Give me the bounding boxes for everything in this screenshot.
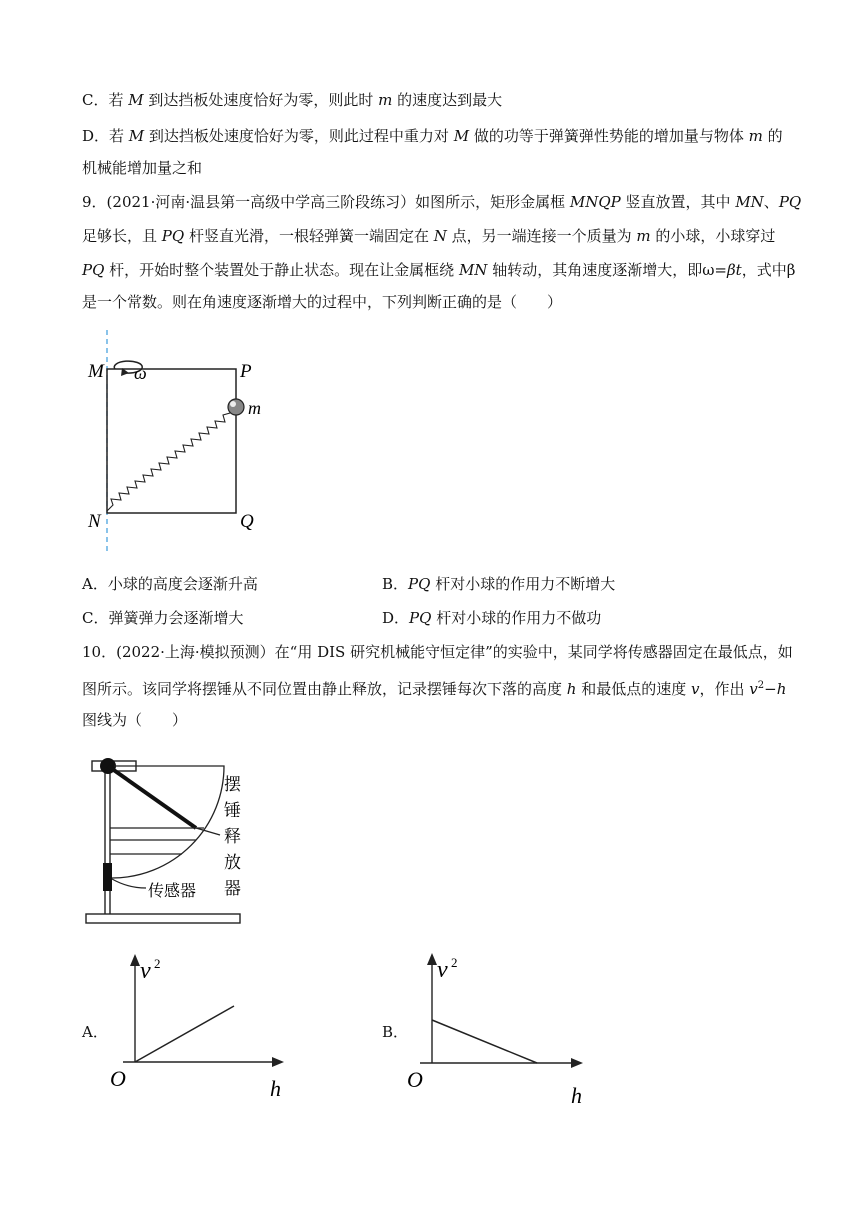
q8-option-c: C．若 M 到达挡板处速度恰好为零，则此时 m 的速度达到最大 [82, 91, 503, 109]
q9-frame-figure [80, 325, 280, 560]
sensor [103, 863, 112, 891]
graph-a-label: A． [82, 1023, 108, 1041]
graph-b-label: B． [382, 1023, 409, 1041]
release-label-2: 锤 [224, 801, 241, 820]
metal-frame [107, 369, 236, 513]
graph-a-xlabel: h [270, 1076, 281, 1101]
graph-b [405, 945, 595, 1110]
label-m: m [248, 398, 261, 418]
sensor-label: 传感器 [148, 883, 197, 900]
base [86, 914, 240, 923]
q9-stem-line-1: 9．(2021·河南·温县第一高级中学高三阶段练习）如图所示，矩形金属框 MNQP 竖直放置，其中 MN、PQ [82, 193, 802, 211]
omega-label: ω [134, 363, 147, 383]
release-label-4: 放 [224, 853, 241, 872]
graph-b-origin: O [407, 1067, 423, 1092]
pendulum-rod [108, 766, 196, 828]
graph-a-origin: O [110, 1066, 126, 1091]
q10-stem-line-1: 10．(2022·上海·模拟预测）在“用 DIS 研究机械能守恒定律”的实验中，某同学将传感器固定在最低点，如 [82, 643, 793, 661]
q9-stem-line-2: 足够长，且 PQ 杆竖直光滑，一根轻弹簧一端固定在 N 点，另一端连接一个质量为 m 的小球，小球穿过 [82, 227, 776, 245]
graph-b-ylabel-sup: 2 [451, 955, 458, 970]
ball [228, 399, 244, 415]
release-label-1: 摆 [224, 775, 241, 794]
q8-option-d: D．若 M 到达挡板处速度恰好为零，则此过程中重力对 M 做的功等于弹簧弹性势能的增加量与物体 m 的 [82, 127, 783, 145]
label-Q: Q [240, 511, 254, 532]
q10-stem-line-2: 图所示。该同学将摆锤从不同位置由静止释放，记录摆锤每次下落的高度 h 和最低点的速度 v，作出 $v^2-h$ [82, 680, 787, 698]
y-axis-arrow-icon [427, 953, 437, 965]
graph-a-line [135, 1006, 234, 1062]
release-label-3: 释 [224, 827, 241, 846]
q9-stem-line-3: PQ 杆，开始时整个装置处于静止状态。现在让金属框绕 MN 轴转动，其角速度逐渐增大，即ω=βt，式中β [82, 261, 796, 279]
graph-a [108, 950, 298, 1110]
y-axis-arrow-icon [130, 954, 140, 966]
q8-option-d-continued: 机械能增加量之和 [82, 159, 203, 177]
q9-option-a: A．小球的高度会逐渐升高 [82, 575, 258, 593]
label-N: N [88, 511, 101, 532]
graph-b-ylabel: v [437, 957, 448, 983]
graph-b-xlabel: h [571, 1083, 582, 1108]
release-label-5: 器 [224, 879, 241, 898]
graph-a-ylabel-sup: 2 [154, 956, 161, 971]
spring [107, 409, 234, 511]
x-axis-arrow-icon [571, 1058, 583, 1068]
q9-stem-line-4: 是一个常数。则在角速度逐渐增大的过程中，下列判断正确的是（ ） [82, 293, 563, 311]
q9-option-b: B．PQ 杆对小球的作用力不断增大 [382, 575, 616, 593]
label-M: M [88, 361, 104, 382]
q9-option-c: C．弹簧弹力会逐渐增大 [82, 609, 244, 627]
q10-apparatus-figure [84, 748, 259, 928]
graph-b-line [432, 1020, 537, 1063]
label-P: P [240, 361, 252, 382]
x-axis-arrow-icon [272, 1057, 284, 1067]
graph-a-ylabel: v [140, 958, 151, 984]
q10-stem-line-3: 图线为（ ） [82, 711, 188, 729]
q9-option-d: D．PQ 杆对小球的作用力不做功 [382, 609, 602, 627]
